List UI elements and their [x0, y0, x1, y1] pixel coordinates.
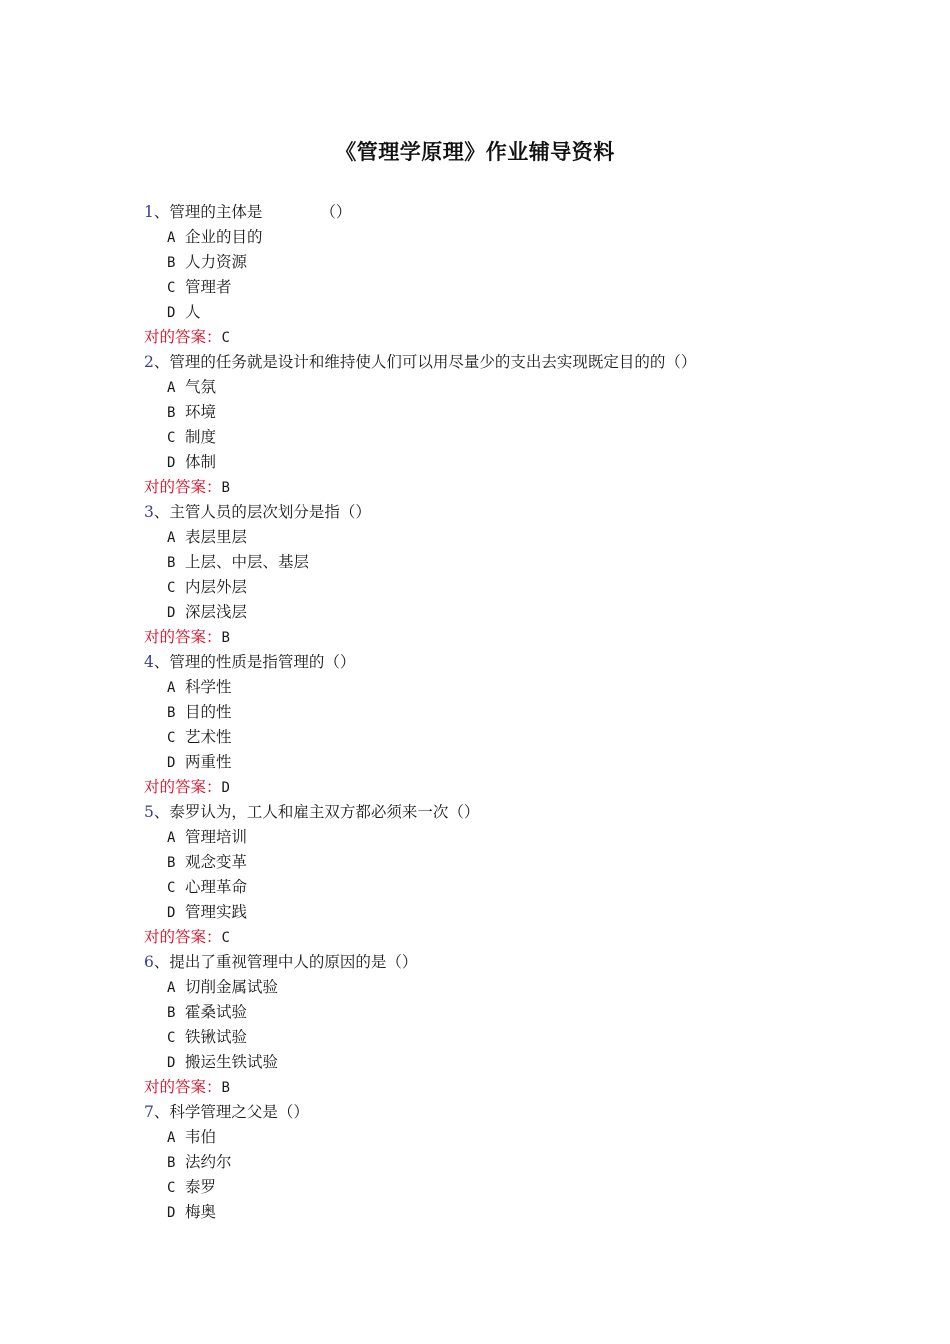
- question-5: [144, 800, 864, 950]
- option-text: 企业的目的: [185, 228, 263, 246]
- question-paren: （）: [339, 503, 371, 521]
- option-text: 霍桑试验: [185, 1003, 248, 1021]
- option-c: [144, 425, 864, 450]
- answer-label: 对的答案：: [144, 1078, 222, 1096]
- question-text: 科学管理之父是: [169, 1103, 278, 1121]
- answer-line: [144, 325, 864, 350]
- option-a: [144, 225, 864, 250]
- option-letter: B: [167, 1005, 176, 1021]
- option-b: [144, 250, 864, 275]
- option-letter: A: [167, 980, 176, 996]
- option-text: 气氛: [185, 378, 217, 396]
- option-text: 泰罗: [185, 1178, 217, 1196]
- option-text: 环境: [185, 403, 217, 421]
- question-text: 泰罗认为，工人和雇主双方都必须来一次: [169, 803, 449, 821]
- question-stem: [144, 200, 864, 225]
- option-d: [144, 300, 864, 325]
- question-paren: （）: [386, 953, 418, 971]
- answer-label: 对的答案：: [144, 778, 222, 796]
- option-letter: A: [167, 830, 176, 846]
- question-number: 4: [144, 653, 154, 671]
- question-number: 3: [144, 503, 154, 521]
- question-2: [144, 350, 864, 500]
- option-a: [144, 675, 864, 700]
- option-letter: A: [167, 380, 176, 396]
- question-separator: 、: [153, 1103, 170, 1121]
- option-c: [144, 875, 864, 900]
- option-b: [144, 400, 864, 425]
- option-c: [144, 575, 864, 600]
- option-text: 铁锹试验: [185, 1028, 248, 1046]
- question-separator: 、: [153, 953, 170, 971]
- question-number: 6: [144, 953, 154, 971]
- option-d: [144, 1200, 864, 1225]
- option-letter: B: [167, 1155, 176, 1171]
- question-stem: [144, 650, 864, 675]
- question-7: [144, 1100, 864, 1225]
- option-a: [144, 375, 864, 400]
- option-letter: C: [167, 580, 176, 596]
- answer-value: C: [221, 330, 230, 346]
- answer-line: [144, 925, 864, 950]
- answer-value: B: [221, 630, 230, 646]
- question-separator: 、: [153, 503, 170, 521]
- answer-line: [144, 775, 864, 800]
- question-text: 提出了重视管理中人的原因的是: [169, 953, 387, 971]
- answer-label: 对的答案：: [144, 328, 222, 346]
- question-separator: 、: [153, 653, 170, 671]
- answer-value: D: [221, 780, 230, 796]
- option-d: [144, 750, 864, 775]
- option-text: 目的性: [185, 703, 232, 721]
- option-d: [144, 600, 864, 625]
- question-4: [144, 650, 864, 800]
- option-text: 心理革命: [185, 878, 248, 896]
- question-number: 1: [144, 203, 154, 221]
- option-letter: B: [167, 555, 176, 571]
- option-text: 两重性: [185, 753, 232, 771]
- option-b: [144, 1000, 864, 1025]
- option-text: 切削金属试验: [185, 978, 279, 996]
- answer-value: B: [221, 1080, 230, 1096]
- answer-value: B: [221, 480, 230, 496]
- option-a: [144, 975, 864, 1000]
- option-c: [144, 275, 864, 300]
- answer-label: 对的答案：: [144, 478, 222, 496]
- option-a: [144, 825, 864, 850]
- option-text: 法约尔: [185, 1153, 232, 1171]
- option-letter: B: [167, 855, 176, 871]
- answer-value: C: [221, 930, 230, 946]
- option-c: [144, 1175, 864, 1200]
- question-paren: （）: [665, 353, 697, 371]
- answer-line: [144, 1075, 864, 1100]
- question-stem: [144, 950, 864, 975]
- question-number: 5: [144, 803, 154, 821]
- option-letter: A: [167, 680, 176, 696]
- question-paren: （）: [277, 1103, 309, 1121]
- option-letter: D: [167, 305, 176, 321]
- option-text: 体制: [185, 453, 217, 471]
- question-text: 主管人员的层次划分是指: [169, 503, 340, 521]
- option-letter: A: [167, 1130, 176, 1146]
- question-separator: 、: [153, 803, 170, 821]
- option-text: 管理实践: [185, 903, 248, 921]
- option-letter: D: [167, 605, 176, 621]
- option-text: 表层里层: [185, 528, 248, 546]
- option-d: [144, 900, 864, 925]
- question-number: 7: [144, 1103, 154, 1121]
- document-title: 《管理学原理》作业辅导资料: [335, 139, 615, 164]
- option-text: 管理者: [185, 278, 232, 296]
- answer-label: 对的答案：: [144, 928, 222, 946]
- question-stem: [144, 1100, 864, 1125]
- option-d: [144, 1050, 864, 1075]
- question-3: [144, 500, 864, 650]
- question-1: [144, 200, 864, 350]
- option-letter: A: [167, 230, 176, 246]
- option-text: 观念变革: [185, 853, 248, 871]
- option-d: [144, 450, 864, 475]
- option-text: 搬运生铁试验: [185, 1053, 279, 1071]
- option-text: 内层外层: [185, 578, 248, 596]
- option-letter: C: [167, 730, 176, 746]
- question-separator: 、: [153, 353, 170, 371]
- option-letter: C: [167, 280, 176, 296]
- option-letter: D: [167, 455, 176, 471]
- option-text: 深层浅层: [185, 603, 248, 621]
- option-letter: A: [167, 530, 176, 546]
- option-text: 艺术性: [185, 728, 232, 746]
- option-c: [144, 1025, 864, 1050]
- answer-label: 对的答案：: [144, 628, 222, 646]
- question-stem: [144, 800, 864, 825]
- option-b: [144, 1150, 864, 1175]
- answer-line: [144, 475, 864, 500]
- option-text: 韦伯: [185, 1128, 217, 1146]
- option-b: [144, 850, 864, 875]
- option-text: 人力资源: [185, 253, 248, 271]
- question-text: 管理的主体是: [169, 203, 263, 221]
- question-list: [144, 200, 864, 1225]
- option-letter: B: [167, 255, 176, 271]
- question-paren: （）: [320, 203, 352, 221]
- question-separator: 、: [153, 203, 170, 221]
- question-6: [144, 950, 864, 1100]
- question-paren: （）: [324, 653, 356, 671]
- option-text: 科学性: [185, 678, 232, 696]
- option-b: [144, 700, 864, 725]
- question-text: 管理的任务就是设计和维持使人们可以用尽量少的支出去实现既定目的的: [169, 353, 666, 371]
- option-b: [144, 550, 864, 575]
- option-letter: D: [167, 1205, 176, 1221]
- question-paren: （）: [448, 803, 480, 821]
- option-text: 制度: [185, 428, 217, 446]
- option-text: 梅奥: [185, 1203, 217, 1221]
- option-letter: C: [167, 1030, 176, 1046]
- question-text: 管理的性质是指管理的: [169, 653, 325, 671]
- option-letter: D: [167, 1055, 176, 1071]
- option-text: 人: [185, 303, 201, 321]
- option-c: [144, 725, 864, 750]
- question-number: 2: [144, 353, 154, 371]
- option-letter: D: [167, 905, 176, 921]
- option-a: [144, 525, 864, 550]
- option-letter: C: [167, 430, 176, 446]
- option-letter: B: [167, 705, 176, 721]
- question-stem: [144, 500, 864, 525]
- option-text: 管理培训: [185, 828, 248, 846]
- answer-line: [144, 625, 864, 650]
- option-letter: D: [167, 755, 176, 771]
- option-letter: C: [167, 1180, 176, 1196]
- option-letter: C: [167, 880, 176, 896]
- option-a: [144, 1125, 864, 1150]
- option-text: 上层、中层、基层: [185, 553, 310, 571]
- question-stem: [144, 350, 864, 375]
- option-letter: B: [167, 405, 176, 421]
